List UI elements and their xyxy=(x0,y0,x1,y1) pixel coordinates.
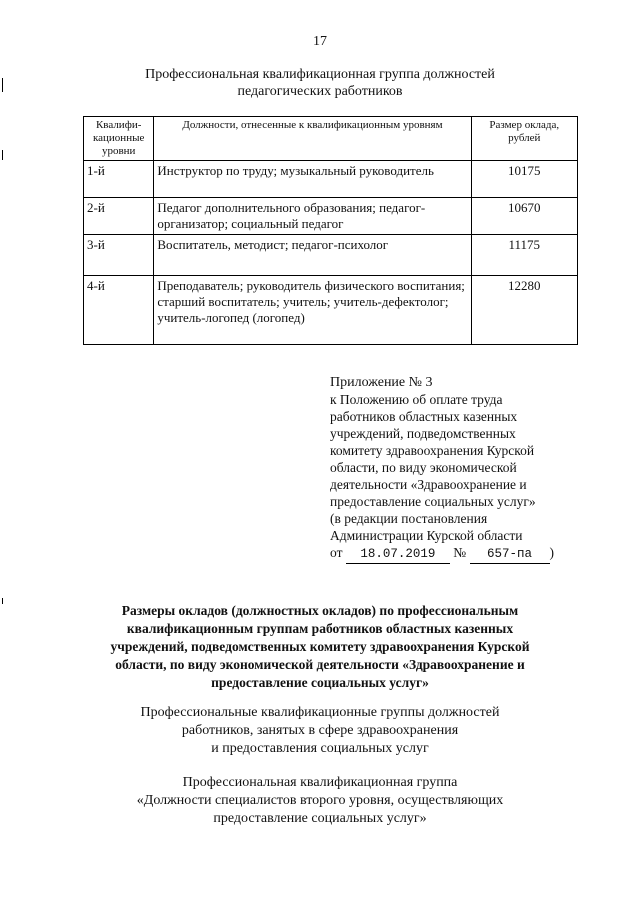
annex-date-line xyxy=(330,544,590,564)
subheading-1 xyxy=(0,704,640,758)
decree-number: 657-па xyxy=(470,546,550,564)
table-row xyxy=(84,235,578,276)
cell-positions: Преподаватель; руководитель физического воспитания; старший воспитатель; учитель; учитель-дефектолог; учитель-логопед (логопед) xyxy=(154,276,471,345)
subheading-2 xyxy=(0,774,640,828)
main-heading-line: учреждений, подведомственных комитету здравоохранения Курской xyxy=(110,639,530,654)
annex-line: предоставление социальных услуг» xyxy=(330,494,536,509)
page-number: 17 xyxy=(313,34,327,49)
subheading-line: предоставление социальных услуг» xyxy=(213,811,427,826)
cell-salary: 10175 xyxy=(471,161,577,198)
subheading-line: Профессиональные квалификационные группы должностей xyxy=(140,705,500,720)
cell-positions: Инструктор по труду; музыкальный руководитель xyxy=(154,161,471,198)
subheading-line: Профессиональная квалификационная группа xyxy=(182,775,458,790)
annex-line: (в редакции постановления xyxy=(330,511,488,526)
annex-line: комитету здравоохранения Курской xyxy=(330,443,535,458)
group-title xyxy=(0,66,640,100)
subheading-line: работников, занятых в сфере здравоохранения xyxy=(181,723,459,738)
scan-mark xyxy=(2,150,3,160)
cell-positions: Педагог дополнительного образования; педагог-организатор; социальный педагог xyxy=(154,198,471,235)
cell-salary: 10670 xyxy=(471,198,577,235)
main-heading-line: предоставление социальных услуг» xyxy=(211,675,429,690)
annex-title: Приложение № 3 xyxy=(330,375,433,390)
decree-date: 18.07.2019 xyxy=(346,546,450,564)
number-sign: № xyxy=(453,545,467,560)
annex-line: области, по виду экономической xyxy=(330,460,517,475)
header-salary: Размер оклада, рублей xyxy=(471,117,577,161)
group-title-line: Профессиональная квалификационная группа должностей xyxy=(145,67,495,82)
cell-salary: 11175 xyxy=(471,235,577,276)
annex-line: учреждений, подведомственных xyxy=(330,426,516,441)
cell-level: 2-й xyxy=(84,198,154,235)
cell-salary: 12280 xyxy=(471,276,577,345)
header-level: Квалифи-кационные уровни xyxy=(84,117,154,161)
cell-positions: Воспитатель, методист; педагог-психолог xyxy=(154,235,471,276)
cell-level: 1-й xyxy=(84,161,154,198)
from-prefix: от xyxy=(330,545,343,560)
group-title-line: педагогических работников xyxy=(237,84,403,99)
salary-table xyxy=(83,116,578,345)
annex-line: Администрации Курской области xyxy=(330,528,523,543)
main-heading-line: квалификационным группам работников областных казенных xyxy=(126,621,514,636)
cell-level: 4-й xyxy=(84,276,154,345)
main-heading-line: Размеры окладов (должностных окладов) по профессиональным xyxy=(121,603,519,618)
annex-line: деятельности «Здравоохранение и xyxy=(330,477,527,492)
scan-mark xyxy=(2,78,3,92)
header-positions: Должности, отнесенные к квалификационным уровням xyxy=(154,117,471,161)
cell-level: 3-й xyxy=(84,235,154,276)
subheading-line: «Должности специалистов второго уровня, осуществляющих xyxy=(136,793,504,808)
annex-block xyxy=(330,374,590,564)
table-header-row xyxy=(84,117,578,161)
annex-line: к Положению об оплате труда xyxy=(330,392,503,407)
scan-mark xyxy=(2,598,3,604)
closing-paren: ) xyxy=(549,545,554,560)
main-heading-line: области, по виду экономической деятельности «Здравоохранение и xyxy=(115,657,525,672)
subheading-line: и предоставления социальных услуг xyxy=(211,741,429,756)
table-row xyxy=(84,198,578,235)
main-heading xyxy=(0,602,640,692)
table-row xyxy=(84,276,578,345)
annex-line: работников областных казенных xyxy=(330,409,518,424)
table-row xyxy=(84,161,578,198)
